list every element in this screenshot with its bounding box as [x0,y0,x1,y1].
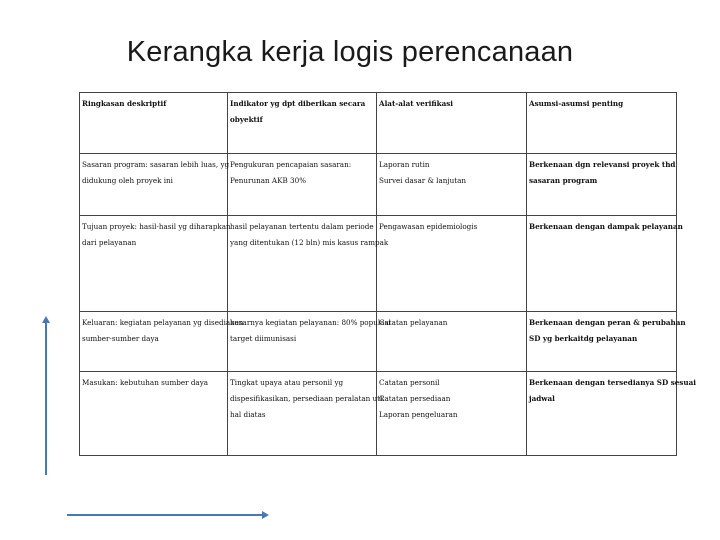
cell-assumption [527,372,696,456]
table-row [80,372,677,456]
cell-text-line: hasil pelayanan tertentu dalam periode [230,222,374,231]
cell-text-line: Ringkasan deskriptif [82,99,167,108]
cell-text-line: Berkenaan dgn relevansi proyek thd [529,160,676,169]
table-row [80,154,677,216]
cell-text-line: target diimunisasi [230,334,297,343]
header-cell-descriptive-summary [80,93,228,154]
table-row [80,216,677,312]
cell-indicator [228,372,385,456]
cell-text-line: Asumsi-asumsi penting [529,99,624,108]
cell-verification-means [377,154,527,216]
cell-text-line: Berkenaan dengan dampak pelayanan [529,222,683,231]
arrow-up-icon [40,315,52,477]
cell-text-line: Laporan pengeluaran [379,410,458,419]
cell-text-line: Catatan pelayanan [379,318,448,327]
cell-verification-means [377,312,527,372]
header-cell-verification-means [377,93,527,154]
cell-text-line: Masukan: kebutuhan sumber daya [82,378,209,387]
cell-text-line: besarnya kegiatan pelayanan: 80% populasi [230,318,391,327]
cell-text-line: jadwal [529,394,555,403]
cell-text-line: Alat-alat verifikasi [379,99,454,108]
cell-descriptive-summary [80,154,228,216]
cell-verification-means [377,372,527,456]
cell-text-line: SD yg berkaitdg pelayanan [529,334,638,343]
cell-text-line: Indikator yg dpt diberikan secara [230,99,366,108]
cell-text-line: Survei dasar & lanjutan [379,176,467,185]
cell-text-line: Berkenaan dengan tersedianya SD sesuai [529,378,696,387]
cell-text-line: Sasaran program: sasaran lebih luas, yg [82,160,230,169]
cell-verification-means [377,216,527,312]
cell-text-line: Penurunan AKB 30% [230,176,307,185]
cell-assumption [527,154,677,216]
cell-assumption [527,312,686,372]
cell-assumption [527,216,683,312]
cell-text-line: Pengukuran pencapaian sasaran: [230,160,352,169]
cell-text-line: Berkenaan dengan peran & perubahan [529,318,686,327]
cell-indicator [228,154,377,216]
cell-text-line: Tujuan proyek: hasil-hasil yg diharapkan [82,222,231,231]
cell-descriptive-summary [80,312,244,372]
cell-text-line: obyektif [230,115,263,124]
logframe-table [79,92,696,456]
cell-indicator [228,312,391,372]
header-cell-indicator [228,93,377,154]
cell-indicator [228,216,389,312]
table-header-row [80,93,677,154]
arrow-right-icon [66,509,270,521]
cell-text-line: didukung oleh proyek ini [82,176,173,185]
cell-text-line: Pengawasan epidemiologis [379,222,478,231]
cell-text-line: Tingkat upaya atau personil yg [230,378,344,387]
cell-text-line: dari pelayanan [82,238,137,247]
cell-text-line: Catatan personil [379,378,440,387]
table-row [80,312,677,372]
cell-descriptive-summary [80,216,231,312]
slide-title: Kerangka kerja logis perencanaan [126,36,574,68]
cell-descriptive-summary [80,372,228,456]
cell-text-line: hal diatas [230,410,266,419]
cell-text-line: yang ditentukan (12 bln) mis kasus rampak [230,238,389,247]
header-cell-assumption [527,93,677,154]
cell-text-line: Catatan persediaan [379,394,451,403]
cell-text-line: sasaran program [529,176,598,185]
cell-text-line: sumber-sumber daya [82,334,159,343]
cell-text-line: Laporan rutin [379,160,430,169]
cell-text-line: Keluaran: kegiatan pelayanan yg disediakan [82,318,244,327]
cell-text-line: dispesifikasikan, persediaan peralatan utk [230,394,385,403]
